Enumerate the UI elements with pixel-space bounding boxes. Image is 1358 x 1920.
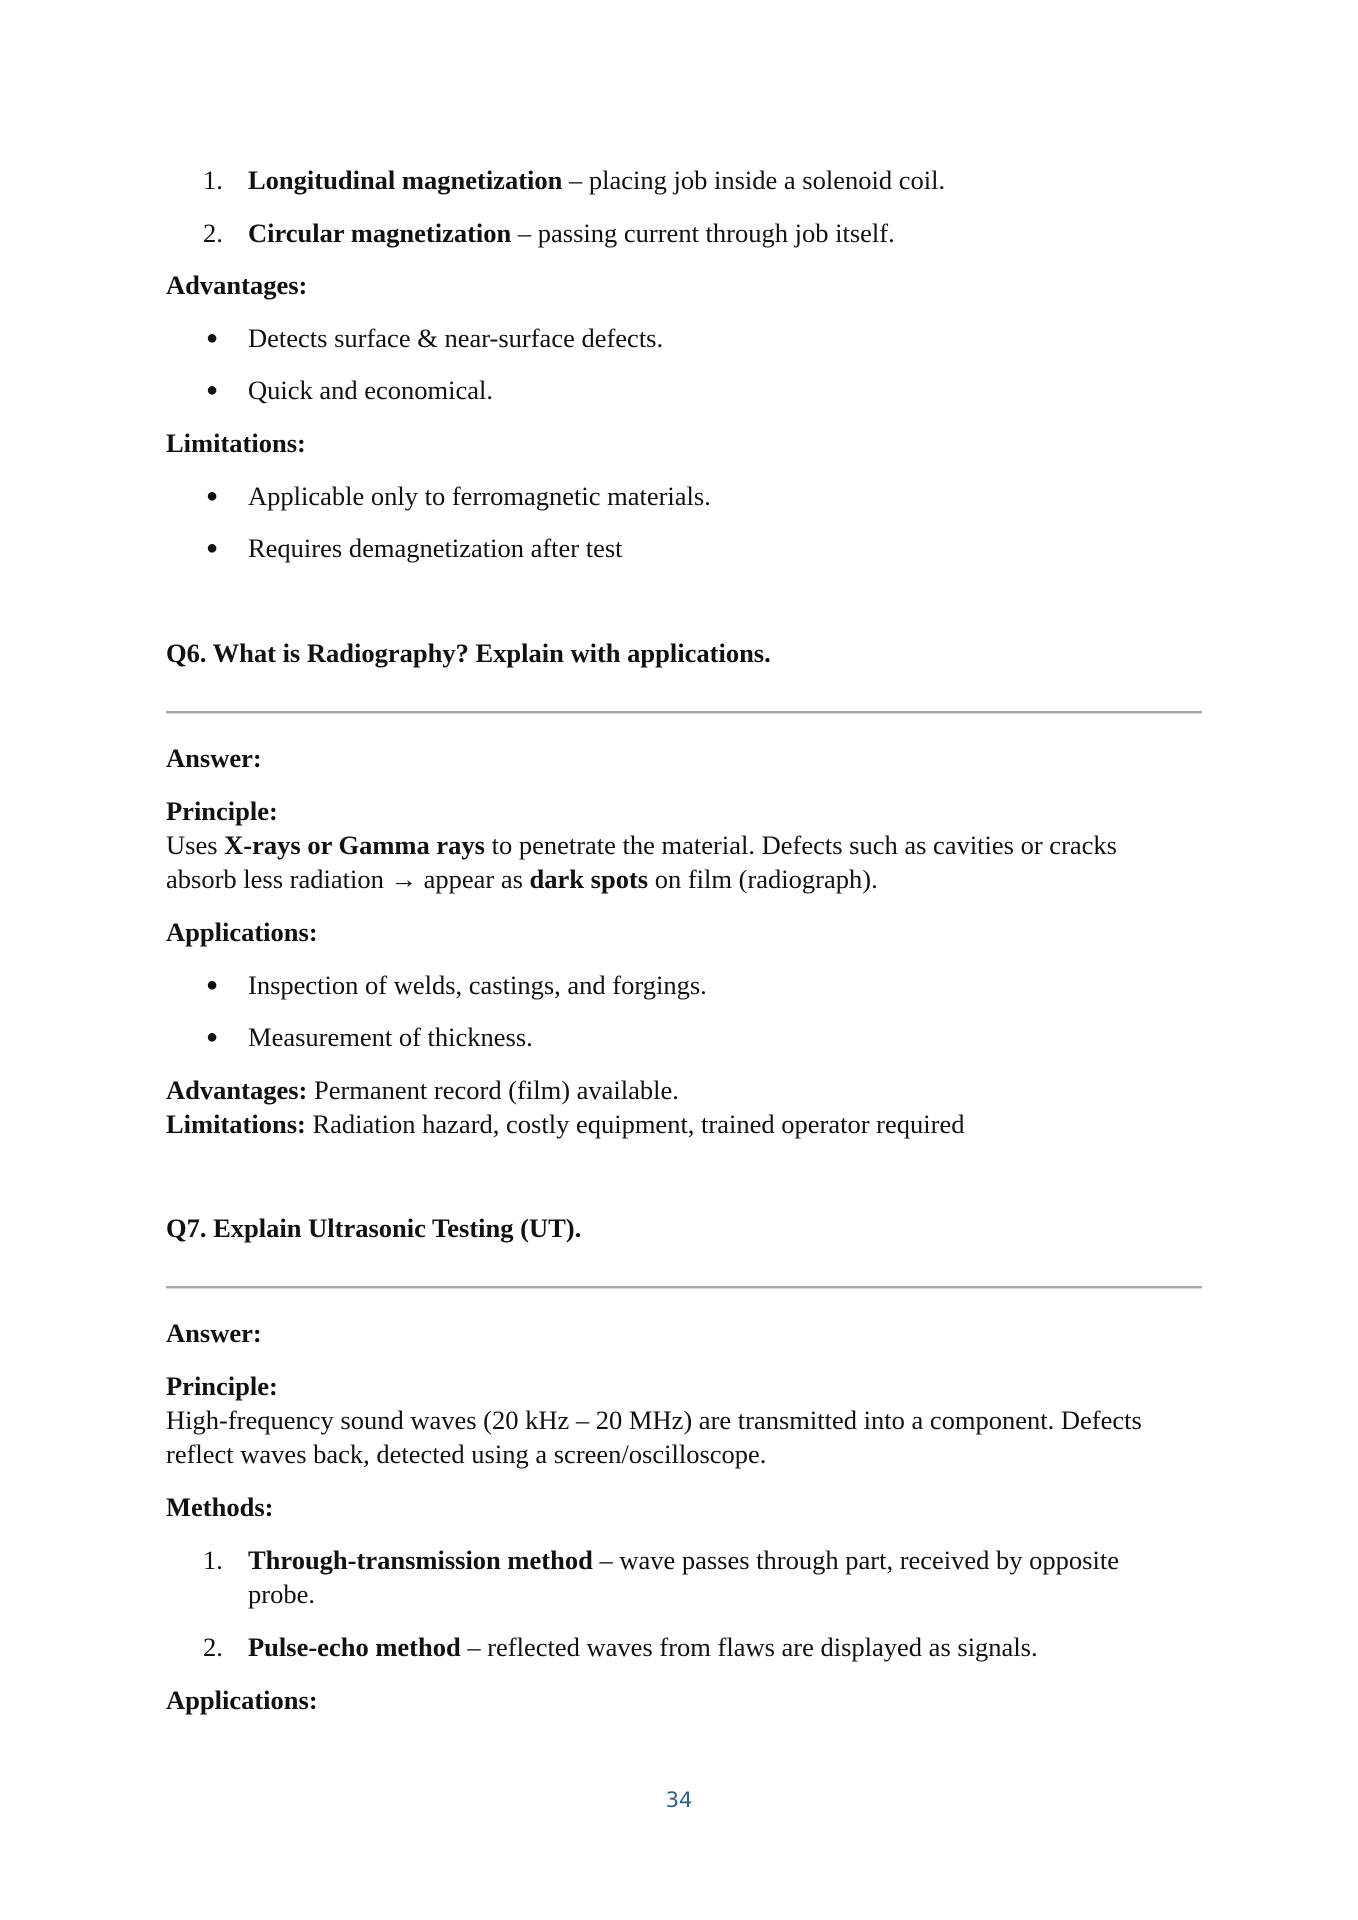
list-item: Requires demagnetization after test [248,533,623,563]
principle-label: Principle: [166,796,278,826]
question-heading: Q6. What is Radiography? Explain with applications. [166,638,771,668]
applications-label: Applications: [166,917,318,947]
bullet-icon: ● [206,379,219,401]
divider [166,711,1202,714]
methods-label: Methods: [166,1492,274,1522]
term-description: – reflected waves from flaws are displayed as signals. [460,1632,1038,1662]
page-number: 34 [665,1788,693,1812]
list-item-continuation: probe. [248,1579,315,1609]
question-heading: Q7. Explain Ultrasonic Testing (UT). [166,1213,582,1243]
list-item: Inspection of welds, castings, and forgings. [248,970,707,1000]
list-number: 2. [203,218,223,248]
list-number: 1. [203,165,223,195]
list-item [248,163,945,197]
divider [166,1286,1202,1289]
bullet-icon: ● [206,1026,219,1048]
principle-text: High-frequency sound waves (20 kHz – 20 MHz) are transmitted into a component. Defects [166,1405,1142,1435]
list-item: Measurement of thickness. [248,1022,533,1052]
answer-label: Answer: [166,743,262,773]
limitations-line: Limitations: Radiation hazard, costly equipment, trained operator required [166,1109,965,1139]
advantages-line: Advantages: Permanent record (film) available. [166,1075,679,1105]
list-item: Detects surface & near-surface defects. [248,323,664,353]
list-item: Applicable only to ferromagnetic materials. [248,481,711,511]
list-item: Quick and economical. [248,375,494,405]
list-number: 2. [203,1632,223,1662]
principle-text: Uses X-rays or Gamma rays to penetrate the material. Defects such as cavities or cracks [166,830,1117,860]
bullet-icon: ● [206,327,219,349]
bullet-icon: ● [206,974,219,996]
list-number: 1. [203,1545,223,1575]
principle-label: Principle: [166,1371,278,1401]
term-description: – wave passes through part, received by opposite [592,1545,1119,1575]
principle-text: absorb less radiation → appear as dark spots on film (radiograph). [166,864,878,894]
answer-label: Answer: [166,1318,262,1348]
term-description: – passing current through job itself. [511,218,895,248]
bullet-icon: ● [206,537,219,559]
term: Through-transmission method [248,1545,593,1575]
bullet-icon: ● [206,485,219,507]
term: Circular magnetization [248,218,512,248]
list-item [248,216,895,250]
term: Longitudinal magnetization [248,165,563,195]
section-heading: Advantages: [166,270,308,300]
applications-label: Applications: [166,1685,318,1715]
list-item [248,1543,1119,1577]
principle-text: reflect waves back, detected using a screen/oscilloscope. [166,1439,767,1469]
section-heading: Limitations: [166,428,306,458]
term-description: – placing job inside a solenoid coil. [562,165,946,195]
term: Pulse-echo method [248,1632,461,1662]
list-item [248,1630,1038,1664]
